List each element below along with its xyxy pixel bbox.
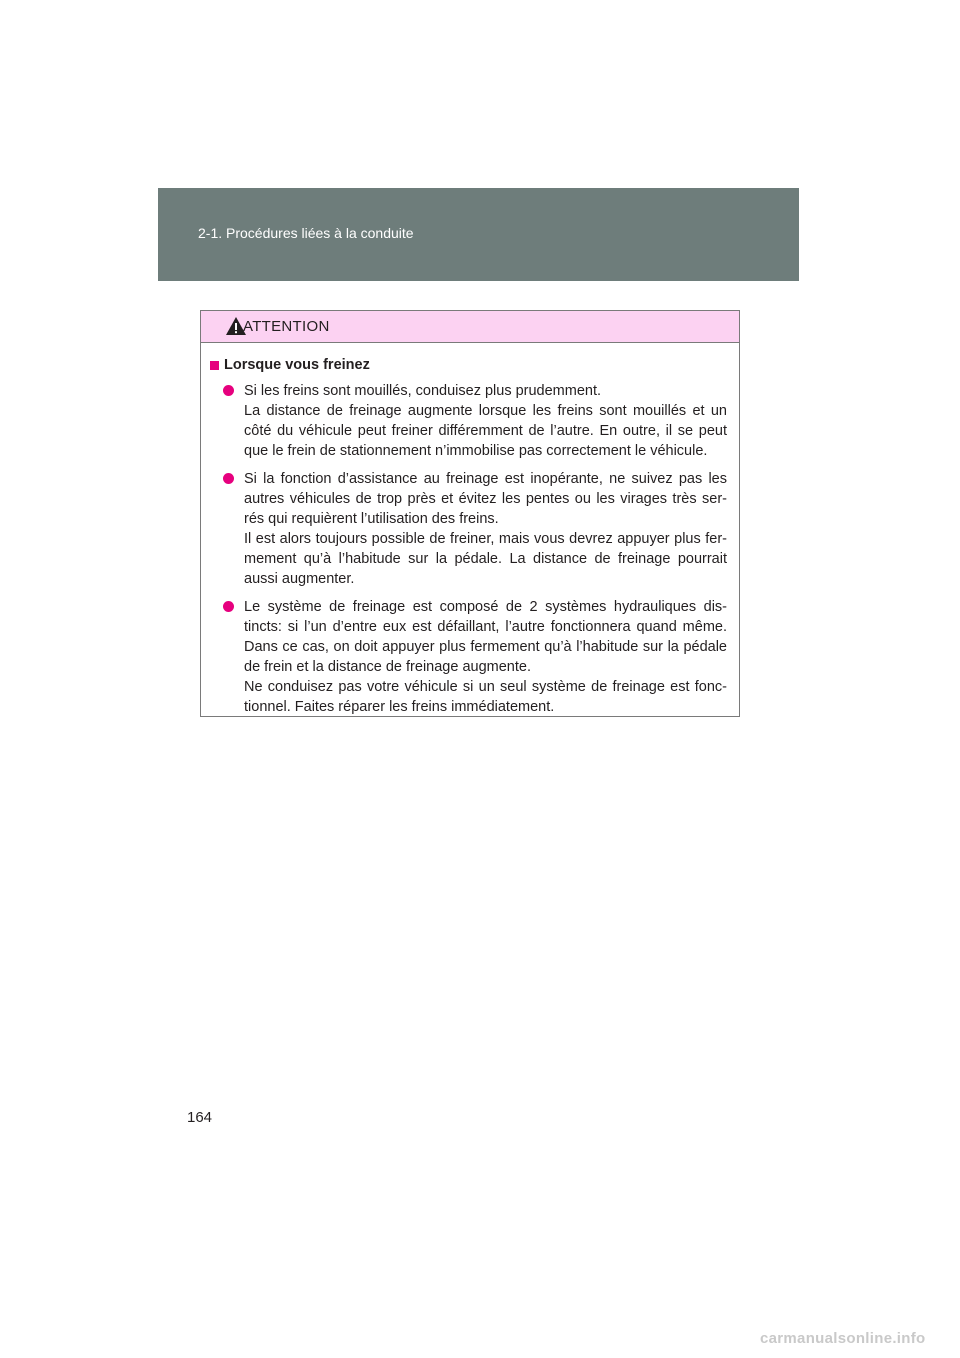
caution-item-text: Le système de freinage est composé de 2 systèmes hydrauliques dis-tincts: si l’un d’entre eux est défaillant, l’autre fonctionnera quand même. Dans ce cas, on doit appuyer plus fermement qu’à l’habitude sur la pédale de frein et la distance de freinage augmente. — [244, 599, 727, 675]
caution-item — [210, 381, 727, 461]
caution-item-text: Il est alors toujours possible de freiner, mais vous devrez appuyer plus fer-mement qu’à l’habitude sur la pédale. La distance de freinage pourrait aussi augmenter. — [244, 531, 727, 587]
round-bullet-icon — [223, 385, 234, 396]
caution-item-text: Si les freins sont mouillés, conduisez plus prudemment. — [244, 383, 602, 399]
round-bullet-icon — [223, 473, 234, 484]
section-title: 2-1. Procédures liées à la conduite — [198, 225, 414, 241]
square-bullet-icon — [210, 361, 219, 370]
section-header-band — [158, 188, 799, 281]
caution-title: ATTENTION — [243, 318, 330, 335]
watermark: carmanualsonline.info — [760, 1330, 926, 1347]
caution-item-text: Si la fonction d’assistance au freinage est inopérante, ne suivez pas les autres véhicules de trop près et évitez les pentes ou les virages très ser-rés qui requièrent l’utilisation des freins. — [244, 471, 727, 527]
caution-header — [201, 311, 739, 343]
caution-heading-text: Lorsque vous freinez — [224, 357, 370, 373]
caution-body — [201, 343, 739, 717]
caution-item — [210, 597, 727, 717]
page-number: 164 — [187, 1109, 213, 1126]
round-bullet-icon — [223, 601, 234, 612]
caution-item-text: Ne conduisez pas votre véhicule si un seul système de freinage est fonc-tionnel. Faites réparer les freins immédiatement. — [244, 679, 727, 715]
caution-heading — [210, 355, 727, 375]
caution-box — [200, 310, 740, 717]
caution-item — [210, 469, 727, 589]
caution-item-text: La distance de freinage augmente lorsque les freins sont mouillés et un côté du véhicule peut freiner différemment de l’autre. En outre, il se peut que le frein de stationnement n’immobilise pas correctement le véhicule. — [244, 403, 727, 459]
